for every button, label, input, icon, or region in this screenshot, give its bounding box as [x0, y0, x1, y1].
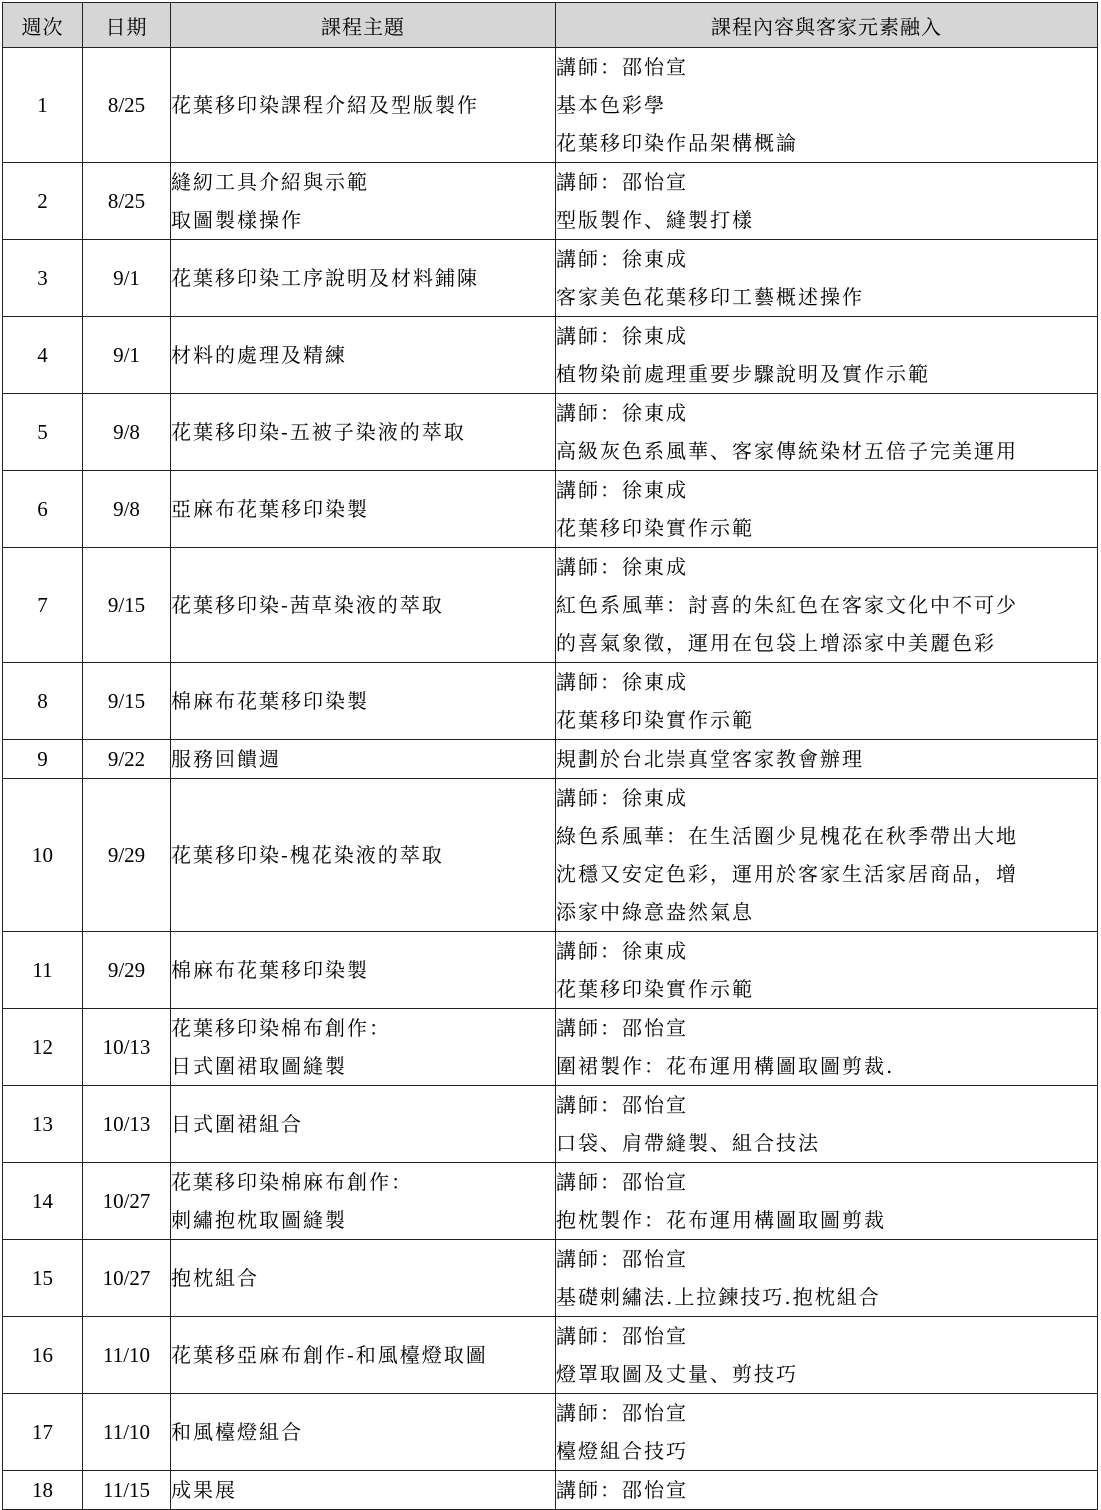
- date-cell: 10/27: [83, 1163, 171, 1240]
- topic-cell: [171, 1471, 556, 1510]
- topic-cell: [171, 1394, 556, 1471]
- content-cell: [556, 163, 1098, 240]
- topic-line: 刺繡抱枕取圖縫製: [171, 1208, 347, 1232]
- content-line: 的喜氣象徵，運用在包袋上增添家中美麗色彩: [556, 631, 996, 655]
- header-date: [83, 3, 171, 48]
- content-cell: [556, 663, 1098, 740]
- content-line: 綠色系風華：在生活圈少見槐花在秋季帶出大地: [556, 824, 1018, 848]
- week-cell: 4: [3, 317, 83, 394]
- content-cell: [556, 1163, 1098, 1240]
- content-cell: [556, 1317, 1098, 1394]
- table-row: [3, 1471, 1098, 1510]
- topic-cell: [171, 471, 556, 548]
- content-line: 基礎刺繡法.上拉鍊技巧.抱枕組合: [556, 1285, 881, 1309]
- instructor-line: 講師：邵怡宣: [556, 1016, 688, 1040]
- content-line: 沈穩又安定色彩，運用於客家生活家居商品，增: [556, 862, 1018, 886]
- header-row: [3, 3, 1098, 48]
- date-cell: 9/1: [83, 240, 171, 317]
- topic-line: 取圖製樣操作: [171, 208, 303, 232]
- topic-line: 日式圍裙組合: [171, 1112, 303, 1136]
- table-header: [3, 3, 1098, 48]
- content-line: 抱枕製作：花布運用構圖取圖剪裁: [556, 1208, 886, 1232]
- table-row: [3, 1317, 1098, 1394]
- header-week: [3, 3, 83, 48]
- instructor-line: 講師：徐東成: [556, 670, 688, 694]
- table-row: [3, 932, 1098, 1009]
- table-row: [3, 240, 1098, 317]
- week-cell: 7: [3, 548, 83, 663]
- header-topic-label: 課程主題: [321, 14, 405, 39]
- week-cell: 13: [3, 1086, 83, 1163]
- date-cell: 8/25: [83, 163, 171, 240]
- topic-line: 花葉移印染課程介紹及型版製作: [171, 93, 479, 117]
- topic-line: 縫紉工具介紹與示範: [171, 170, 369, 194]
- topic-cell: [171, 394, 556, 471]
- content-cell: [556, 932, 1098, 1009]
- content-cell: [556, 240, 1098, 317]
- content-line: 植物染前處理重要步驟說明及實作示範: [556, 362, 930, 386]
- topic-line: 和風檯燈組合: [171, 1420, 303, 1444]
- content-cell: [556, 394, 1098, 471]
- week-cell: 12: [3, 1009, 83, 1086]
- content-cell: [556, 471, 1098, 548]
- content-cell: [556, 548, 1098, 663]
- header-topic: [171, 3, 556, 48]
- table-row: [3, 1086, 1098, 1163]
- topic-cell: [171, 317, 556, 394]
- content-line: 口袋、肩帶縫製、組合技法: [556, 1131, 820, 1155]
- content-line: 花葉移印染實作示範: [556, 977, 754, 1001]
- table-row: [3, 163, 1098, 240]
- instructor-line: 講師：徐東成: [556, 401, 688, 425]
- content-line: 基本色彩學: [556, 93, 666, 117]
- content-line: 高級灰色系風華、客家傳統染材五倍子完美運用: [556, 439, 1018, 463]
- table-row: [3, 1163, 1098, 1240]
- content-cell: [556, 1471, 1098, 1510]
- instructor-line: 講師：邵怡宣: [556, 1170, 688, 1194]
- topic-line: 亞麻布花葉移印染製: [171, 497, 369, 521]
- topic-cell: [171, 240, 556, 317]
- week-cell: 15: [3, 1240, 83, 1317]
- date-cell: 10/13: [83, 1009, 171, 1086]
- topic-line: 抱枕組合: [171, 1266, 259, 1290]
- topic-cell: [171, 1317, 556, 1394]
- date-cell: 9/8: [83, 394, 171, 471]
- instructor-line: 講師：邵怡宣: [556, 1324, 688, 1348]
- table-row: [3, 740, 1098, 779]
- week-cell: 1: [3, 48, 83, 163]
- week-cell: 16: [3, 1317, 83, 1394]
- content-line: 燈罩取圖及丈量、剪技巧: [556, 1362, 798, 1386]
- topic-line: 服務回饋週: [171, 747, 281, 771]
- date-cell: 11/15: [83, 1471, 171, 1510]
- instructor-line: 講師：徐東成: [556, 939, 688, 963]
- topic-cell: [171, 932, 556, 1009]
- topic-cell: [171, 163, 556, 240]
- table-row: [3, 663, 1098, 740]
- topic-cell: [171, 1240, 556, 1317]
- instructor-line: 講師：邵怡宣: [556, 55, 688, 79]
- header-content-label: 課程內容與客家元素融入: [711, 14, 942, 39]
- table-row: [3, 394, 1098, 471]
- content-line: 花葉移印染作品架構概論: [556, 131, 798, 155]
- header-content: [556, 3, 1098, 48]
- date-cell: 9/8: [83, 471, 171, 548]
- instructor-line: 講師：徐東成: [556, 324, 688, 348]
- date-cell: 9/15: [83, 548, 171, 663]
- topic-line: 日式圍裙取圖縫製: [171, 1054, 347, 1078]
- instructor-line: 講師：邵怡宣: [556, 170, 688, 194]
- topic-cell: [171, 1009, 556, 1086]
- content-line: 花葉移印染實作示範: [556, 708, 754, 732]
- table-row: [3, 48, 1098, 163]
- instructor-line: 講師：邵怡宣: [556, 1401, 688, 1425]
- topic-line: 成果展: [171, 1478, 237, 1502]
- content-line: 客家美色花葉移印工藝概述操作: [556, 285, 864, 309]
- week-cell: 8: [3, 663, 83, 740]
- content-cell: [556, 740, 1098, 779]
- header-date-label: 日期: [105, 14, 148, 39]
- content-line: 紅色系風華：討喜的朱紅色在客家文化中不可少: [556, 593, 1018, 617]
- table-row: [3, 1009, 1098, 1086]
- instructor-line: 講師：徐東成: [556, 786, 688, 810]
- instructor-line: 講師：徐東成: [556, 478, 688, 502]
- date-cell: 9/29: [83, 932, 171, 1009]
- topic-cell: [171, 548, 556, 663]
- week-cell: 5: [3, 394, 83, 471]
- topic-line: 花葉移印染棉布創作：: [171, 1016, 391, 1040]
- date-cell: 10/27: [83, 1240, 171, 1317]
- topic-line: 花葉移印染棉麻布創作：: [171, 1170, 413, 1194]
- topic-line: 棉麻布花葉移印染製: [171, 689, 369, 713]
- content-cell: [556, 317, 1098, 394]
- table-row: [3, 471, 1098, 548]
- header-week-label: 週次: [21, 14, 64, 39]
- content-cell: [556, 1086, 1098, 1163]
- content-cell: [556, 1394, 1098, 1471]
- week-cell: 9: [3, 740, 83, 779]
- date-cell: 11/10: [83, 1394, 171, 1471]
- topic-line: 棉麻布花葉移印染製: [171, 958, 369, 982]
- week-cell: 17: [3, 1394, 83, 1471]
- table-row: [3, 1240, 1098, 1317]
- topic-line: 花葉移印染-槐花染液的萃取: [171, 843, 444, 867]
- week-cell: 6: [3, 471, 83, 548]
- content-line: 規劃於台北崇真堂客家教會辦理: [556, 747, 864, 771]
- table-row: [3, 548, 1098, 663]
- content-line: 圍裙製作：花布運用構圖取圖剪裁.: [556, 1054, 895, 1078]
- week-cell: 2: [3, 163, 83, 240]
- content-cell: [556, 1240, 1098, 1317]
- topic-cell: [171, 1163, 556, 1240]
- content-line: 型版製作、縫製打樣: [556, 208, 754, 232]
- content-line: 講師：邵怡宣: [556, 1478, 688, 1502]
- topic-cell: [171, 663, 556, 740]
- content-cell: [556, 1009, 1098, 1086]
- instructor-line: 講師：邵怡宣: [556, 1093, 688, 1117]
- date-cell: 10/13: [83, 1086, 171, 1163]
- date-cell: 9/1: [83, 317, 171, 394]
- instructor-line: 講師：徐東成: [556, 247, 688, 271]
- date-cell: 8/25: [83, 48, 171, 163]
- content-line: 檯燈組合技巧: [556, 1439, 688, 1463]
- topic-line: 花葉移印染工序說明及材料鋪陳: [171, 266, 479, 290]
- table-row: [3, 317, 1098, 394]
- topic-line: 花葉移印染-五被子染液的萃取: [171, 420, 466, 444]
- date-cell: 9/29: [83, 779, 171, 932]
- table-body: [3, 48, 1098, 1510]
- instructor-line: 講師：邵怡宣: [556, 1247, 688, 1271]
- table-row: [3, 779, 1098, 932]
- topic-line: 花葉移亞麻布創作-和風檯燈取圖: [171, 1343, 488, 1367]
- topic-line: 花葉移印染-茜草染液的萃取: [171, 593, 444, 617]
- content-cell: [556, 48, 1098, 163]
- table-row: [3, 1394, 1098, 1471]
- week-cell: 10: [3, 779, 83, 932]
- date-cell: 9/22: [83, 740, 171, 779]
- date-cell: 9/15: [83, 663, 171, 740]
- topic-cell: [171, 1086, 556, 1163]
- topic-line: 材料的處理及精練: [171, 343, 347, 367]
- topic-cell: [171, 779, 556, 932]
- content-cell: [556, 779, 1098, 932]
- week-cell: 11: [3, 932, 83, 1009]
- week-cell: 14: [3, 1163, 83, 1240]
- week-cell: 3: [3, 240, 83, 317]
- topic-cell: [171, 48, 556, 163]
- date-cell: 11/10: [83, 1317, 171, 1394]
- content-line: 添家中綠意盎然氣息: [556, 900, 754, 924]
- course-schedule-table: [2, 2, 1098, 1510]
- instructor-line: 講師：徐東成: [556, 555, 688, 579]
- content-line: 花葉移印染實作示範: [556, 516, 754, 540]
- topic-cell: [171, 740, 556, 779]
- week-cell: 18: [3, 1471, 83, 1510]
